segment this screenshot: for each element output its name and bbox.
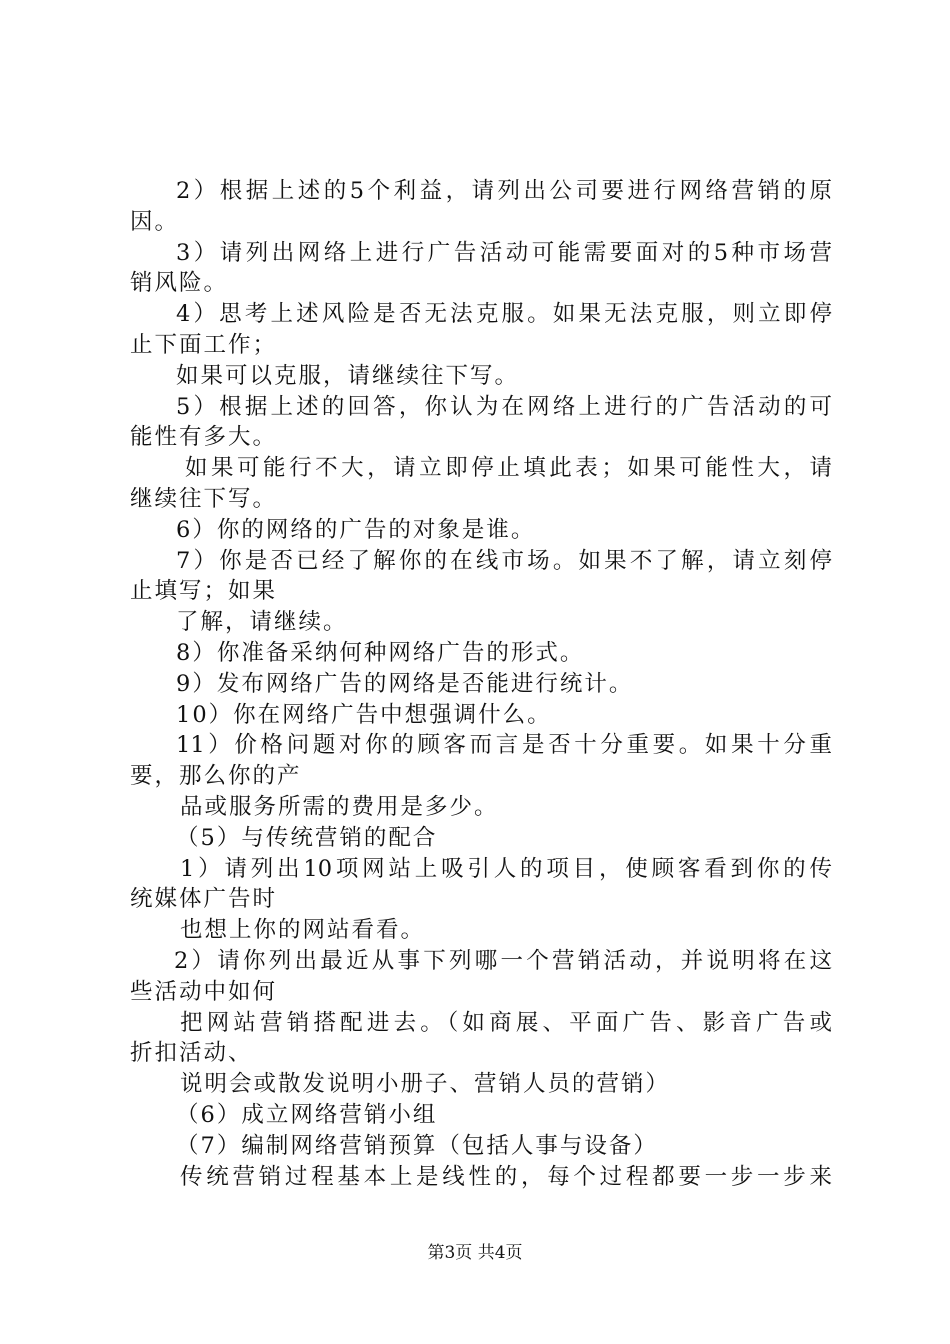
text-line: 9）发布网络广告的网络是否能进行统计。 bbox=[176, 670, 634, 697]
text-line: 把网站营销搭配进去。（如商展、平面广告、影音广告或 bbox=[180, 1009, 832, 1036]
text-line: 能性有多大。 bbox=[130, 424, 278, 451]
text-line: 3）请列出网络上进行广告活动可能需要面对的5种市场营 bbox=[176, 239, 832, 266]
text-line: 2）请你列出最近从事下列哪一个营销活动，并说明将在这 bbox=[174, 947, 832, 974]
text-line: 止填写；如果 bbox=[130, 578, 278, 605]
text-line: 8）你准备采纳何种网络广告的形式。 bbox=[176, 639, 585, 666]
text-line: 继续往下写。 bbox=[130, 485, 278, 512]
text-line: 要，那么你的产 bbox=[130, 763, 302, 790]
text-line: （6）成立网络营销小组 bbox=[176, 1101, 438, 1128]
text-line: 些活动中如何 bbox=[130, 978, 278, 1005]
text-line: 了解，请继续。 bbox=[176, 609, 348, 636]
text-line: 5）根据上述的回答，你认为在网络上进行的广告活动的可 bbox=[176, 393, 832, 420]
text-line: 6）你的网络的广告的对象是谁。 bbox=[176, 516, 536, 543]
text-line: 止下面工作； bbox=[130, 331, 278, 358]
text-line: 品或服务所需的费用是多少。 bbox=[180, 793, 499, 820]
text-line: 说明会或散发说明小册子、营销人员的营销） bbox=[180, 1071, 671, 1098]
text-line: 2）根据上述的5个利益，请列出公司要进行网络营销的原 bbox=[176, 178, 832, 204]
text-line: （7）编制网络营销预算（包括人事与设备） bbox=[176, 1132, 658, 1159]
text-line: 传统营销过程基本上是线性的，每个过程都要一步一步来 bbox=[180, 1163, 832, 1190]
document-body bbox=[130, 176, 832, 1192]
text-line: 也想上你的网站看看。 bbox=[180, 917, 426, 944]
text-line: 11）价格问题对你的顾客而言是否十分重要。如果十分重 bbox=[176, 732, 832, 759]
text-line: 10）你在网络广告中想强调什么。 bbox=[176, 701, 552, 728]
text-line: 如果可以克服，请继续往下写。 bbox=[176, 362, 520, 389]
text-line: 4）思考上述风险是否无法克服。如果无法克服，则立即停 bbox=[176, 301, 832, 328]
page-number-footer: 第3页 共4页 bbox=[427, 1243, 523, 1263]
text-line: 折扣活动、 bbox=[130, 1040, 253, 1067]
text-line: 如果可能行不大，请立即停止填此表；如果可能性大，请 bbox=[185, 455, 832, 482]
text-line: （5）与传统营销的配合 bbox=[176, 824, 438, 851]
text-line: 7）你是否已经了解你的在线市场。如果不了解，请立刻停 bbox=[176, 547, 832, 574]
text-line: 销风险。 bbox=[130, 270, 229, 297]
text-line: 1）请列出10项网站上吸引人的项目，使顾客看到你的传 bbox=[180, 855, 832, 882]
text-line: 因。 bbox=[130, 208, 180, 235]
text-line: 统媒体广告时 bbox=[130, 886, 278, 913]
